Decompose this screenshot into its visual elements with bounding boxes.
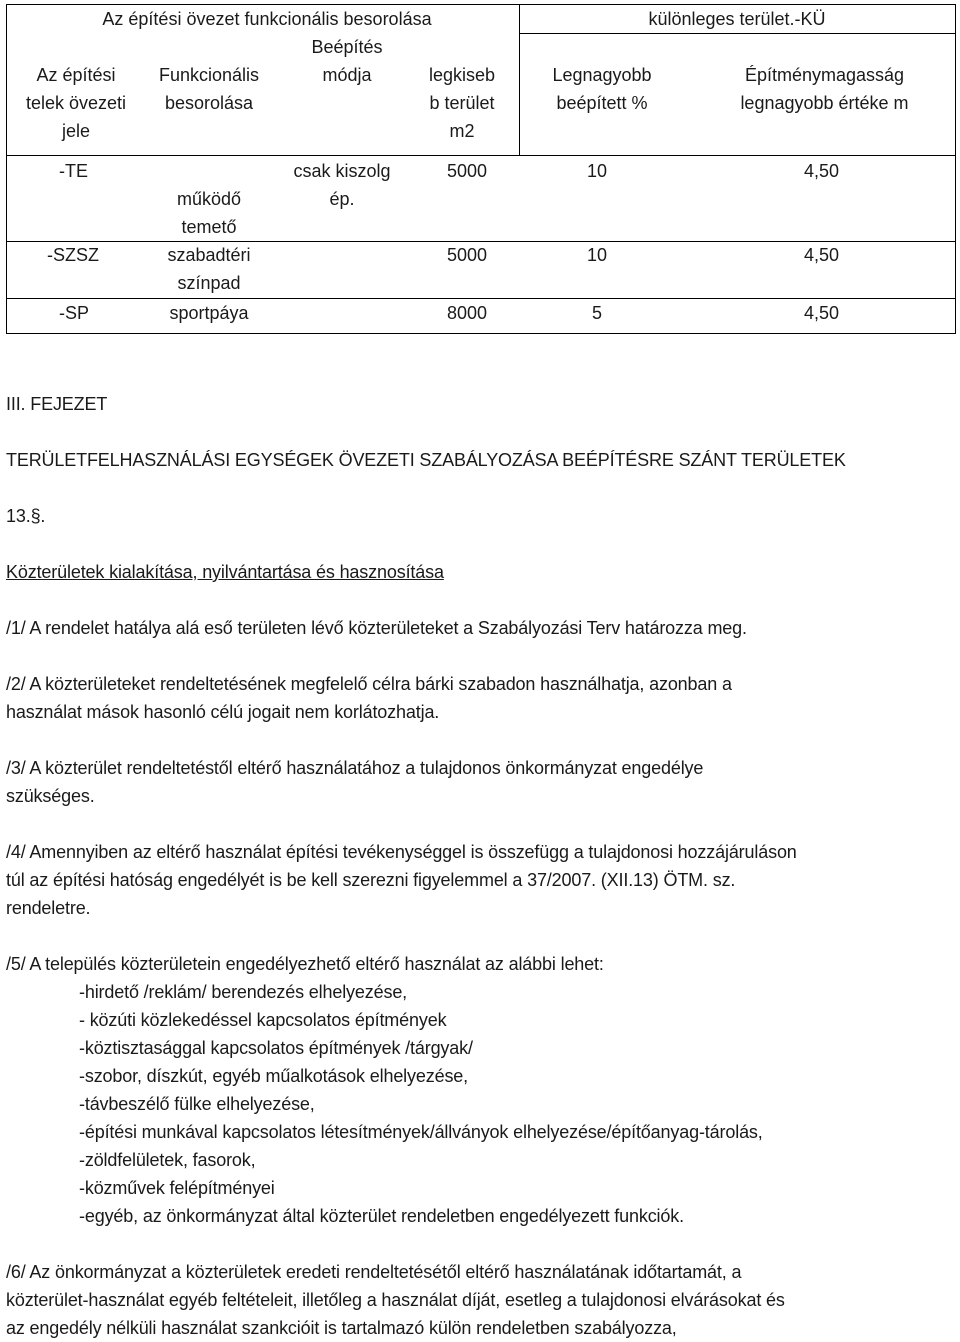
table-cell-max-height: 4,50 bbox=[803, 303, 839, 323]
table-cell-function: szabadtéri színpad bbox=[167, 245, 251, 293]
col-header-max-height: Építménymagasság legnagyobb értéke m bbox=[740, 65, 909, 113]
paragraph-4: /4/ Amennyiben az eltérő használat építési tevékenységgel is összefügg a tulajdonosi hozzájáruláson túl az építési hatóság engedélyét is be kell szerezni figyelemmel a 37/2007. (XII.13) ÖTM. sz. rendeletre. bbox=[6, 842, 797, 918]
paragraph-6: /6/ Az önkormányzat a közterületek eredeti rendeltetésétől eltérő használatának időtartamát, a közterület-használat egyéb feltételeit, illetőleg a használat díját, esetleg a tulajdonosi elvárásokat és az engedély nélküli használat szankcióit is tartalmazó külön rendeletben szabályozza, bbox=[6, 1262, 785, 1338]
table-cell-max-height: 4,50 bbox=[803, 161, 839, 181]
paragraph-1: /1/ A rendelet hatálya alá eső területen lévő közterületeket a Szabályozási Terv határozza meg. bbox=[6, 618, 747, 638]
col-header-min-area: legkiseb b terület m2 bbox=[428, 65, 496, 141]
table-cell-min-area: 5000 bbox=[446, 245, 488, 265]
table-rule bbox=[519, 5, 520, 155]
list-item: -egyéb, az önkormányzat által közterület rendeletben engedélyezett funkciók. bbox=[79, 1206, 684, 1226]
zone-value: különleges terület.-KÜ bbox=[648, 9, 826, 29]
table-rule bbox=[519, 33, 956, 34]
list-item: -hirdető /reklám/ berendezés elhelyezése, bbox=[79, 982, 408, 1002]
col-header-zone-code: Az építési telek övezeti jele bbox=[25, 65, 127, 141]
table-cell-code: -SZSZ bbox=[47, 245, 99, 265]
chapter-number: III. FEJEZET bbox=[6, 394, 108, 414]
list-item: -távbeszélő fülke elhelyezése, bbox=[79, 1094, 315, 1114]
table-rule bbox=[7, 155, 955, 156]
list-item: - közúti közlekedéssel kapcsolatos építmények bbox=[79, 1010, 447, 1030]
zoning-table bbox=[6, 4, 956, 334]
col-header-max-built: Legnagyobb beépített % bbox=[552, 65, 652, 113]
table-cell-function: sportpáya bbox=[169, 303, 249, 323]
section-title: Közterületek kialakítása, nyilvántartása és hasznosítása bbox=[6, 562, 444, 582]
list-item: -építési munkával kapcsolatos létesítmények/állványok elhelyezése/építőanyag-tárolás, bbox=[79, 1122, 763, 1142]
list-item: -zöldfelületek, fasorok, bbox=[79, 1150, 256, 1170]
table-cell-max-built: 10 bbox=[586, 161, 608, 181]
table-cell-max-height: 4,50 bbox=[803, 245, 839, 265]
table-cell-function: működő temető bbox=[176, 189, 242, 237]
table-cell-code: -TE bbox=[59, 161, 88, 181]
paragraph-2: /2/ A közterületeket rendeltetésének megfelelő célra bárki szabadon használhatja, azonban a használat mások hasonló célú jogait nem korlátozhatja. bbox=[6, 674, 732, 722]
table-cell-min-area: 5000 bbox=[446, 161, 488, 181]
chapter-title: TERÜLETFELHASZNÁLÁSI EGYSÉGEK ÖVEZETI SZABÁLYOZÁSA BEÉPÍTÉSRE SZÁNT TERÜLETEK bbox=[6, 450, 846, 470]
col-header-build-method: Beépítés módja bbox=[311, 37, 383, 85]
paragraph-5-intro: /5/ A település közterületein engedélyezhető eltérő használat az alábbi lehet: bbox=[6, 954, 604, 974]
list-item: -szobor, díszkút, egyéb műalkotások elhelyezése, bbox=[79, 1066, 469, 1086]
list-item: -köztisztasággal kapcsolatos építmények /tárgyak/ bbox=[79, 1038, 473, 1058]
table-cell-code: -SP bbox=[59, 303, 90, 323]
table-cell-max-built: 5 bbox=[591, 303, 602, 323]
table-cell-method: csak kiszolg ép. bbox=[293, 161, 391, 209]
table-cell-max-built: 10 bbox=[586, 245, 608, 265]
list-item: -közművek felépítményei bbox=[79, 1178, 275, 1198]
zone-header: Az építési övezet funkcionális besorolása bbox=[102, 9, 432, 29]
table-cell-min-area: 8000 bbox=[446, 303, 488, 323]
col-header-function: Funkcionális besorolása bbox=[158, 65, 260, 113]
section-number: 13.§. bbox=[6, 506, 46, 526]
paragraph-3: /3/ A közterület rendeltetéstől eltérő használatához a tulajdonos önkormányzat engedélye szükséges. bbox=[6, 758, 704, 806]
